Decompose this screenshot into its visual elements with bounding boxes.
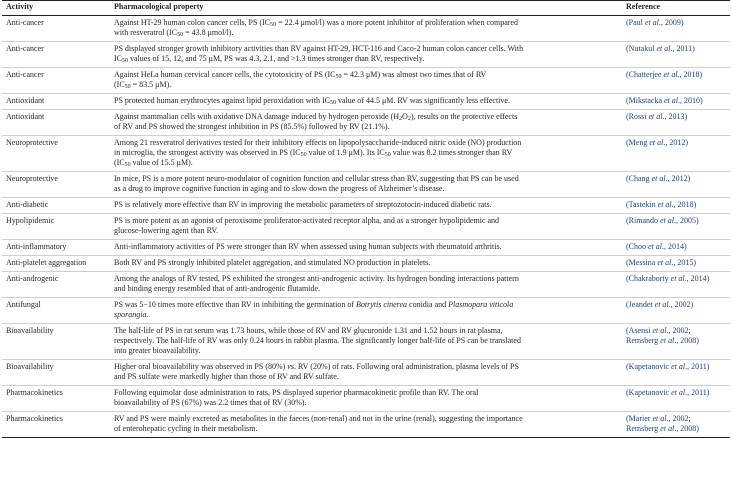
finding-cell [110, 68, 622, 94]
reference-line [626, 18, 726, 28]
text-run: . RV (20%) of rats. Following oral administration, plasma levels of PS [293, 362, 519, 371]
reference-line [626, 96, 726, 106]
text-run: of RV and PS showed the strongest inhibition in PS (85.5%) followed by RV (21.1%). [114, 122, 390, 131]
finding-line [114, 54, 618, 64]
italic-text: et al [648, 112, 663, 121]
text-run: ., 2011) [670, 44, 695, 53]
text-run: respectively. The half-life of RV was only 0.24 hours in rabbit plasma. The significantly longer half-life of PS can be translated [114, 336, 521, 345]
text-run: ., 2008) [674, 336, 699, 345]
subscript-text: 50 [300, 152, 307, 158]
finding-line [114, 414, 618, 424]
finding-cell [110, 198, 622, 214]
finding-line [114, 18, 618, 28]
text-run: Both RV and PS strongly inhibited platelet aggregation, and stimulated NO production in platelets. [114, 258, 431, 267]
subscript-text: 50 [124, 84, 131, 90]
header-activity: Activity [2, 1, 110, 16]
finding-cell [110, 42, 622, 68]
finding-cell [110, 240, 622, 256]
reference-cell [622, 110, 730, 136]
text-run: value was 8.2 times stronger than RV [390, 148, 513, 157]
text-run: (Kapetanovic [626, 388, 672, 397]
reference-line [626, 174, 726, 184]
subscript-text: 50 [122, 58, 128, 64]
text-run: Against HeLa human cervical cancer cells, the cytotoxicity of PS (IC [114, 70, 336, 79]
text-run: ., 2015) [671, 258, 696, 267]
text-run: PS was 5−10 times more effective than RV in inhibiting the germination of [114, 300, 356, 309]
reference-line [626, 242, 726, 252]
finding-cell [110, 16, 622, 42]
text-run: (Chakraborty [626, 274, 671, 283]
table-row [2, 298, 730, 324]
activity-cell: Antioxidant [2, 94, 110, 110]
table-row [2, 68, 730, 94]
activity-cell: Anti-cancer [2, 68, 110, 94]
text-run: The half-life of PS in rat serum was 1.73 hours, while those of RV and RV glucuronide 1.31 and 1.52 hours in rat plasma, [114, 326, 503, 335]
finding-line [114, 226, 618, 236]
text-run: (Jeandet [626, 300, 655, 309]
italic-text: et al [660, 216, 674, 225]
table-header [2, 1, 730, 16]
table-row [2, 214, 730, 240]
italic-text: et al [654, 300, 669, 309]
text-run: ., 2005) [674, 216, 699, 225]
finding-line [114, 242, 618, 252]
activity-cell: Hypolipidemic [2, 214, 110, 240]
text-run: and binding energy resembled that of anti-androgenic flutamide. [114, 284, 321, 293]
text-run: (IC [114, 158, 125, 167]
subscript-text: 50 [177, 32, 184, 38]
finding-line [114, 284, 618, 294]
text-run: as a drug to improve cognitive function in aging and to slow down the progress of Alzheimer’s disease. [114, 184, 445, 193]
activity-cell: Antioxidant [2, 110, 110, 136]
reference-cell [622, 240, 730, 256]
text-run: conidia and [407, 300, 449, 309]
reference-cell [622, 298, 730, 324]
reference-line [626, 336, 726, 346]
text-run: IC [114, 54, 122, 63]
reference-cell [622, 94, 730, 110]
finding-line [114, 96, 618, 106]
table-row [2, 94, 730, 110]
text-run: ., 2018) [671, 200, 697, 209]
text-run: (Choo [626, 242, 648, 251]
table-row [2, 42, 730, 68]
finding-line [114, 80, 618, 90]
activity-cell: Pharmacokinetics [2, 386, 110, 412]
finding-cell [110, 272, 622, 298]
text-run: ., 2014) [684, 274, 710, 283]
table-body [2, 16, 730, 438]
text-run: (Mikstacka [626, 96, 664, 105]
activity-cell: Anti-diabetic [2, 198, 110, 214]
reference-line [626, 112, 726, 122]
reference-line [626, 216, 726, 226]
finding-line [114, 28, 618, 38]
text-run: Among the analogs of RV tested, PS exhibited the strongest anti-androgenic activity. Its hydrogen bonding interactions pattern [114, 274, 519, 283]
finding-line [114, 216, 618, 226]
finding-line [114, 300, 618, 310]
text-run: PS is more potent as an agonist of peroxisome proliferator-activated receptor alpha, and as a stronger hypolipidemic and [114, 216, 500, 225]
activity-cell: Antifungal [2, 298, 110, 324]
italic-text: Botrytis cinerea [355, 300, 408, 309]
finding-line [114, 138, 618, 148]
reference-cell [622, 324, 730, 360]
reference-cell [622, 412, 730, 438]
finding-line [114, 346, 618, 356]
italic-text: et al [657, 200, 672, 209]
finding-cell [110, 360, 622, 386]
reference-line [626, 44, 726, 54]
finding-line [114, 326, 618, 336]
text-run: glucose-lowering agent than RV. [114, 226, 219, 235]
activity-cell: Neuroprotective [2, 172, 110, 198]
text-run: ., 2011) [685, 388, 710, 397]
text-run: = 83.5 μM). [130, 80, 172, 89]
text-run: (Paul [626, 18, 645, 27]
table-row [2, 240, 730, 256]
reference-line [626, 70, 726, 80]
table-row [2, 412, 730, 438]
text-run: into greater bioavailability. [114, 346, 201, 355]
italic-text: et al [670, 274, 685, 283]
reference-cell [622, 360, 730, 386]
subscript-text: 2 [399, 116, 403, 122]
subscript-text: 50 [335, 74, 342, 80]
reference-cell [622, 68, 730, 94]
text-run: (Kapetanovic [626, 362, 672, 371]
italic-text: et al [660, 336, 675, 345]
reference-line [626, 200, 726, 210]
reference-line [626, 424, 726, 434]
text-run: (Rossi [626, 112, 649, 121]
text-run: (Messina [626, 258, 658, 267]
text-run: PS protected human erythrocytes against lipid peroxidation with IC [114, 96, 330, 105]
text-run: Remsberg [626, 424, 661, 433]
italic-text: sporangia. [114, 310, 149, 319]
subscript-text: 50 [384, 152, 391, 158]
reference-line [626, 300, 726, 310]
finding-line [114, 112, 618, 122]
text-run: (IC [114, 80, 125, 89]
reference-line [626, 258, 726, 268]
text-run: ., 2014) [662, 242, 687, 251]
finding-cell [110, 412, 622, 438]
reference-line [626, 414, 726, 424]
reference-line [626, 138, 726, 148]
finding-line [114, 258, 618, 268]
text-run: ., 2012) [665, 174, 691, 183]
reference-cell [622, 272, 730, 298]
text-run: (Meng [626, 138, 650, 147]
header-row [2, 1, 730, 16]
activity-cell: Neuroprotective [2, 136, 110, 172]
table-row [2, 360, 730, 386]
table-row [2, 172, 730, 198]
text-run: bioavailability of PS (67%) was 2.2 times that of RV (30%). [114, 398, 307, 407]
text-run: values of 15, 12, and 75 μM, PS was 4.3, 2.1, and >1.3 times stronger than RV, respectively. [128, 54, 425, 63]
reference-cell [622, 198, 730, 214]
activity-cell: Pharmacokinetics [2, 412, 110, 438]
text-run: of enterohepatic cycling in their metabolism. [114, 424, 258, 433]
text-run: (Chatterjee [626, 70, 664, 79]
text-run: (Asensi [626, 326, 653, 335]
subscript-text: 2 [407, 116, 411, 122]
finding-line [114, 310, 618, 320]
text-run: PS displayed stronger growth inhibitory activities than RV against HT-29, HCT-116 and Caco-2 human colon cancer cells. With [114, 44, 524, 53]
activity-cell: Anti-androgenic [2, 272, 110, 298]
text-run: ), results on the protective effects [410, 112, 518, 121]
finding-cell [110, 214, 622, 240]
text-run: ., 2002; [666, 326, 691, 335]
italic-text: et al [651, 174, 666, 183]
text-run: ., 2010) [678, 96, 703, 105]
table-row [2, 256, 730, 272]
italic-text: et al [649, 138, 664, 147]
reference-cell [622, 42, 730, 68]
reference-line [626, 388, 726, 398]
finding-cell [110, 136, 622, 172]
text-run: Higher oral bioavailability was observed in PS (80%) [114, 362, 288, 371]
pharmacology-table [2, 0, 730, 438]
table-row [2, 386, 730, 412]
text-run: ., 2011) [685, 362, 710, 371]
text-run: (Marier [626, 414, 653, 423]
text-run: Among 21 resveratrol derivatives tested for their inhibitory effects on lipopolysaccharide-induced nitric oxide (NO) production [114, 138, 522, 147]
finding-line [114, 372, 618, 382]
text-run: Against mammalian cells with oxidative DNA damage induced by hydrogen peroxide (H [114, 112, 400, 121]
text-run: ., 2008) [674, 424, 699, 433]
table-row [2, 198, 730, 214]
italic-text: et al [644, 18, 659, 27]
italic-text: et al [657, 258, 672, 267]
finding-cell [110, 110, 622, 136]
finding-cell [110, 94, 622, 110]
text-run: ., 2018) [677, 70, 703, 79]
finding-line [114, 424, 618, 434]
reference-cell [622, 16, 730, 42]
italic-text: et al [648, 242, 662, 251]
finding-line [114, 274, 618, 284]
finding-line [114, 122, 618, 132]
activity-cell: Bioavailability [2, 324, 110, 360]
reference-cell [622, 214, 730, 240]
finding-line [114, 388, 618, 398]
italic-text: et al [671, 388, 686, 397]
table-row [2, 136, 730, 172]
finding-cell [110, 172, 622, 198]
italic-text: et al [656, 44, 671, 53]
reference-cell [622, 386, 730, 412]
text-run: ., 2012) [663, 138, 688, 147]
finding-cell [110, 298, 622, 324]
finding-line [114, 200, 618, 210]
table-row [2, 272, 730, 298]
text-run: (Rimando [626, 216, 660, 225]
text-run: ., 2013) [662, 112, 688, 121]
activity-cell: Anti-cancer [2, 16, 110, 42]
finding-line [114, 184, 618, 194]
header-reference: Reference [622, 1, 730, 16]
text-run: with resveratrol (IC [114, 28, 178, 37]
table-row [2, 324, 730, 360]
activity-cell: Bioavailability [2, 360, 110, 386]
finding-cell [110, 256, 622, 272]
text-run: ., 2002; [666, 414, 691, 423]
finding-line [114, 44, 618, 54]
text-run: = 42.3 μM) was almost two times that of RV [341, 70, 487, 79]
text-run: O [402, 112, 408, 121]
activity-cell: Anti-platelet aggregation [2, 256, 110, 272]
text-run: and PS sulfate were markedly higher than those of RV and RV sulfate. [114, 372, 339, 381]
subscript-text: 50 [270, 22, 277, 28]
text-run: value of 15.5 μM). [130, 158, 193, 167]
subscript-text: 50 [124, 162, 131, 168]
italic-text: et al [663, 70, 678, 79]
finding-line [114, 362, 618, 372]
italic-text: vs [287, 362, 294, 371]
text-run: value of 1.9 μM). Its IC [306, 148, 385, 157]
header-findings: Pharmacological property [110, 1, 622, 16]
table-row [2, 16, 730, 42]
italic-text: et al [652, 326, 667, 335]
text-run: ., 2009) [658, 18, 684, 27]
text-run: (Nutakul [626, 44, 657, 53]
italic-text: Plasmopara viticola [448, 300, 514, 309]
text-run: In mice, PS is a more potent neuro-modulator of cognition function and cellular stress than RV, suggesting that PS can be used [114, 174, 519, 183]
finding-line [114, 158, 618, 168]
activity-cell: Anti-inflammatory [2, 240, 110, 256]
text-run: Against HT-29 human colon cancer cells, PS (IC [114, 18, 271, 27]
text-run: ., 2002) [668, 300, 694, 309]
finding-line [114, 398, 618, 408]
finding-line [114, 148, 618, 158]
italic-text: et al [664, 96, 678, 105]
text-run: Remsberg [626, 336, 661, 345]
text-run: value of 44.5 μM. RV was significantly less effective. [335, 96, 510, 105]
text-run: RV and PS were mainly excreted as metabolites in the faeces (non-renal) and not in the urine (renal), suggesting the importance [114, 414, 523, 423]
finding-cell [110, 386, 622, 412]
text-run: = 43.8 μmol/l). [183, 28, 234, 37]
table-row [2, 110, 730, 136]
finding-line [114, 70, 618, 80]
italic-text: et al [660, 424, 675, 433]
text-run: in microglia, the strongest activity was observed in PS (IC [114, 148, 301, 157]
finding-line [114, 336, 618, 346]
reference-cell [622, 256, 730, 272]
italic-text: et al [652, 414, 667, 423]
finding-cell [110, 324, 622, 360]
reference-line [626, 326, 726, 336]
reference-line [626, 274, 726, 284]
reference-cell [622, 136, 730, 172]
text-run: PS is relatively more effective than RV in improving the metabolic parameters of streptozotocin-induced diabetic rats. [114, 200, 492, 209]
text-run: (Tastekin [626, 200, 658, 209]
activity-cell: Anti-cancer [2, 42, 110, 68]
text-run: (Chang [626, 174, 652, 183]
reference-line [626, 362, 726, 372]
text-run: Anti-inflammatory activities of PS were stronger than RV when assessed using human subjects with rheumatoid arthritis. [114, 242, 502, 251]
text-run: = 22.4 μmol/l) was a more potent inhibitor of proliferation when compared [276, 18, 518, 27]
subscript-text: 50 [329, 100, 336, 106]
italic-text: et al [671, 362, 686, 371]
finding-line [114, 174, 618, 184]
reference-cell [622, 172, 730, 198]
text-run: Following equimolar dose administration to rats, PS displayed superior pharmacokinetic profile than RV. The oral [114, 388, 479, 397]
